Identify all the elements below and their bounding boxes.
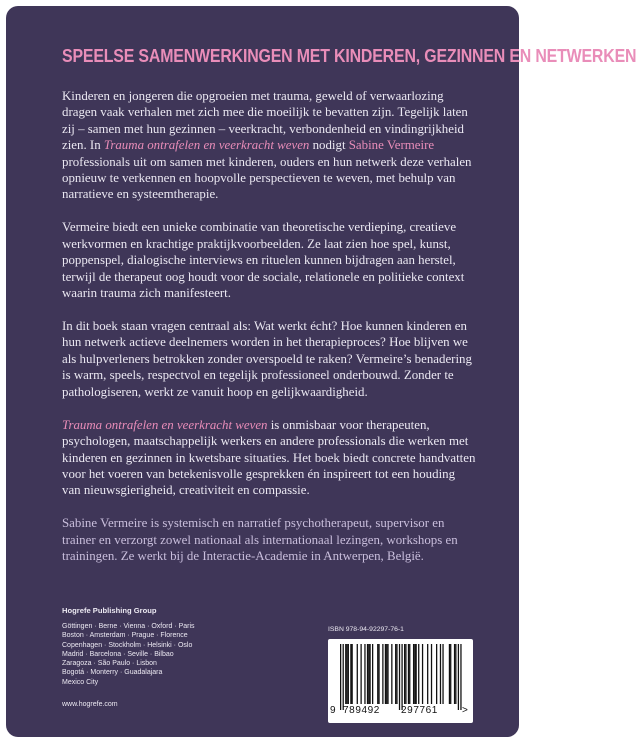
barcode-bar xyxy=(442,644,443,704)
barcode-digits xyxy=(328,705,473,719)
barcode-bar xyxy=(427,644,428,704)
barcode-bar xyxy=(367,644,368,704)
barcode-bar xyxy=(395,644,396,704)
barcode-bar xyxy=(399,644,400,710)
barcode-bar xyxy=(386,644,387,704)
barcode-bar xyxy=(460,644,461,710)
barcode-bar xyxy=(431,644,432,704)
publisher-cities-line: Zaragoza · São Paulo · Lisbon xyxy=(62,660,157,668)
questions-paragraph: In dit boek staan vragen centraal als: Wat werkt écht? Hoe kunnen kinderen en hun netwerk actieve deelnemers worden in het therapieproces? Hoe blijven we als hulpverleners betrokken zonder overspoeld te raken? Vermeire’s benadering is warm, speels, respectvol en tegelijk professioneel onderbouwd. Zonder te pathologiseren, werkt ze vanuit hoop en gelijkwaardigheid. xyxy=(62,319,472,399)
publisher-website: www.hogrefe.com xyxy=(62,701,118,708)
barcode-left-digits: 789492 xyxy=(343,705,380,716)
barcode-bar xyxy=(409,644,410,704)
publisher-cities-line: Boston · Amsterdam · Prague · Florence xyxy=(62,632,188,640)
barcode-bar xyxy=(422,644,423,704)
publisher-cities-line: Göttingen · Berne · Vienna · Oxford · Paris xyxy=(62,623,195,630)
barcode-first-digit: 9 xyxy=(330,705,336,716)
barcode-bar xyxy=(348,644,349,704)
barcode-bar xyxy=(401,644,402,710)
barcode-bar xyxy=(391,644,392,704)
publisher-name: Hogrefe Publishing Group xyxy=(62,606,157,615)
cover-heading: SPEELSE SAMENWERKINGEN MET KINDEREN, GEZINNEN EN NETWERKEN xyxy=(62,45,636,66)
barcode-bar xyxy=(364,644,365,704)
barcode-right-digits: 297761 xyxy=(401,705,438,716)
barcode-bar xyxy=(436,644,437,704)
barcode-bar xyxy=(405,644,406,704)
barcode-bar xyxy=(378,644,379,704)
intro-text-b: nodigt xyxy=(309,138,349,153)
barcode-bar xyxy=(387,644,388,704)
barcode-bar xyxy=(418,644,419,704)
publisher-cities-line: Madrid · Barcelona · Seville · Bilbao xyxy=(62,650,174,658)
back-cover xyxy=(6,6,636,737)
barcode-bar xyxy=(346,644,347,704)
barcode-bar xyxy=(372,644,373,704)
publisher-cities-line: Copenhagen · Stockholm · Helsinki · Oslo xyxy=(62,641,193,649)
barcode-bars xyxy=(328,639,473,709)
barcode-bar xyxy=(350,644,351,704)
barcode-bar xyxy=(440,644,441,704)
barcode-bar xyxy=(404,644,405,704)
publisher-cities-line: Mexico City xyxy=(62,678,99,686)
barcode-bar xyxy=(414,644,415,704)
barcode-bar xyxy=(357,644,358,704)
barcode-bar xyxy=(345,644,346,704)
barcode-bar xyxy=(458,644,459,710)
barcode-bar xyxy=(455,644,456,704)
publisher-block xyxy=(62,606,195,687)
barcode-bar xyxy=(454,644,455,704)
author-name-inline: Sabine Vermeire xyxy=(348,138,435,153)
barcode-bar xyxy=(408,644,409,704)
publisher-cities-line: Bogotá · Monterry · Guadalajara xyxy=(62,669,163,677)
intro-paragraph xyxy=(62,88,476,203)
barcode-bar xyxy=(360,644,361,704)
intro-text-c: professionals uit om samen met kinderen, ouders en hun netwerk deze verhalen opnieuw te verkennen en hoopvolle perspectieven te weven, met behulp van narratieve en systeemtherapie. xyxy=(62,154,472,202)
isbn-label: ISBN 978-94-92297-76-1 xyxy=(328,626,404,633)
audience-text: is onmisbaar voor therapeuten, psychologen, maatschappelijk werkers en andere professionals die werken met kinderen en gezinnen in kwetsbare situaties. Het boek biedt concrete handvatten voor het voeren van betekenisvolle gesprekken én inspireert tot een houding van nieuwsgierigheid, creativiteit en compassie. xyxy=(62,417,476,498)
barcode-bar xyxy=(416,644,417,704)
barcode-bar xyxy=(343,644,344,710)
audience-paragraph xyxy=(62,417,476,499)
book-title-inline: Trauma ontrafelen en veerkracht weven xyxy=(62,417,268,432)
blurb xyxy=(62,88,476,565)
barcode-bar xyxy=(340,644,341,710)
barcode-bar xyxy=(449,644,450,704)
barcode-bar xyxy=(352,644,353,704)
barcode-bar xyxy=(413,644,414,704)
barcode-quiet-zone-mark: > xyxy=(462,705,468,716)
barcode-bar xyxy=(369,644,370,704)
barcode-bar xyxy=(368,644,369,704)
isbn-barcode xyxy=(328,639,473,723)
barcode-bar xyxy=(377,644,378,704)
barcode-bar xyxy=(385,644,386,704)
intro-text-a: Kinderen en jongeren die opgroeien met trauma, geweld of verwaarlozing dragen vaak verhalen met zich mee die moeilijk te bevatten zijn. Tegelijk laten zij – samen met hun gezinnen – veerkracht, verbondenheid en vindingrijkheid zien. In xyxy=(62,89,468,153)
barcode-bar xyxy=(382,644,383,704)
author-bio-paragraph: Sabine Vermeire is systemisch en narratief psychotherapeut, supervisor en trainer en verzorgt zowel nationaal als internationaal lezingen, workshops en trainingen. Ze werkt bij de Interactie-Academie in Antwerpen, België. xyxy=(62,516,458,564)
barcode-bar xyxy=(450,644,451,704)
barcode-bar xyxy=(396,644,397,704)
approach-paragraph: Vermeire biedt een unieke combinatie van theoretische verdieping, creatieve werkvormen en krachtige praktijkvoorbeelden. Ze laat zien hoe spel, kunst, poppenspel, dialogische interviews en rituelen kunnen bijdragen aan herstel, terwijl de therapeut oog houdt voor de sociale, relationele en politieke context waarin trauma zich manifesteert. xyxy=(62,220,465,301)
book-title-inline: Trauma ontrafelen en veerkracht weven xyxy=(103,138,310,153)
